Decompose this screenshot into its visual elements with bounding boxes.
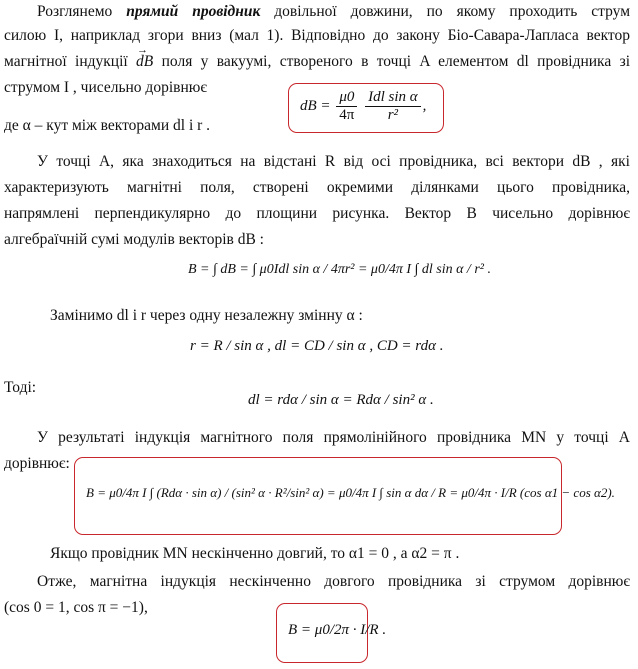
para1-line4: струмом I , чисельно дорівнює (4, 79, 207, 96)
para3: Замінимо dl і r через одну незалежну змінну α : (50, 307, 363, 324)
eq1-num: Idl sin α (365, 89, 421, 107)
eq2-formula: B = ∫ dB = ∫ μ0Idl sin α / 4πr² = μ0/4π I ∫ dl sin α / r² . (188, 262, 491, 277)
para2-line1: У точці A, яка знаходиться на відстані R від осі провідника, всі вектори dB , які (37, 153, 630, 170)
eq4-formula: dl = rdα / sin α = Rdα / sin² α . (248, 392, 434, 408)
vector-dB: → dB (136, 52, 153, 72)
para1-line3 (4, 52, 630, 72)
eq1-lhs: dB = (300, 97, 331, 114)
para1-line1 (37, 2, 630, 22)
para1-text: Розглянемо (37, 3, 127, 20)
eq3-formula: r = R / sin α , dl = CD / sin α , CD = rdα . (190, 338, 444, 354)
para7-line2: (cos 0 = 1, cos π = −1), (4, 599, 148, 616)
para5-line1: У результаті індукція магнітного поля прямолінійного провідника MN у точці A (37, 429, 630, 446)
para2-line2: характеризують магнітні поля, створені окремими ділянками цього провідника, (4, 179, 630, 196)
eq6-formula: B = μ0/2π · I/R . (288, 622, 387, 638)
eq1-frac (365, 89, 421, 124)
eq1-coef (336, 89, 357, 124)
eq1-tail: , (422, 97, 427, 114)
bold-term: прямий провідник (126, 3, 261, 20)
para1-text: поля у вакуумі, створеного в точці A елементом dl провідника зі (153, 53, 630, 70)
para2-line3: напрямлені перпендикулярно до площини рисунка. Вектор B чисельно дорівнює (4, 205, 630, 222)
para5-line2: дорівнює: (4, 455, 70, 472)
para1-text: магнітної індукції (4, 53, 137, 70)
eq1-den: r² (387, 107, 399, 123)
para6: Якщо провідник MN нескінченно довгий, то α1 = 0 , а α2 = π . (50, 545, 460, 562)
eq1-coef-den: 4π (339, 107, 355, 123)
para2-line4: алгебраїчній сумі модулів векторів dB : (4, 231, 264, 248)
para1-line5: де α – кут між векторами dl і r . (4, 117, 211, 134)
eq5-formula: B = μ0/4π I ∫ (Rdα · sin α) / (sin² α · R²/sin² α) = μ0/4π I ∫ sin α dα / R = μ0/4π · I/R (cos α1 − cos α2). (86, 485, 615, 500)
eq1-formula (300, 89, 426, 124)
para4: Тоді: (4, 379, 37, 396)
para1-line2: силою I, наприклад згори вниз (мал 1). Відповідно до закону Біо-Савара-Лапласа вектор (4, 27, 630, 44)
para1-text: довільної довжини, по якому проходить струм (260, 3, 630, 20)
eq1-coef-num: μ0 (336, 89, 357, 107)
para7-line1: Отже, магнітна індукція нескінченно довгого провідника зі струмом дорівнює (37, 573, 630, 590)
